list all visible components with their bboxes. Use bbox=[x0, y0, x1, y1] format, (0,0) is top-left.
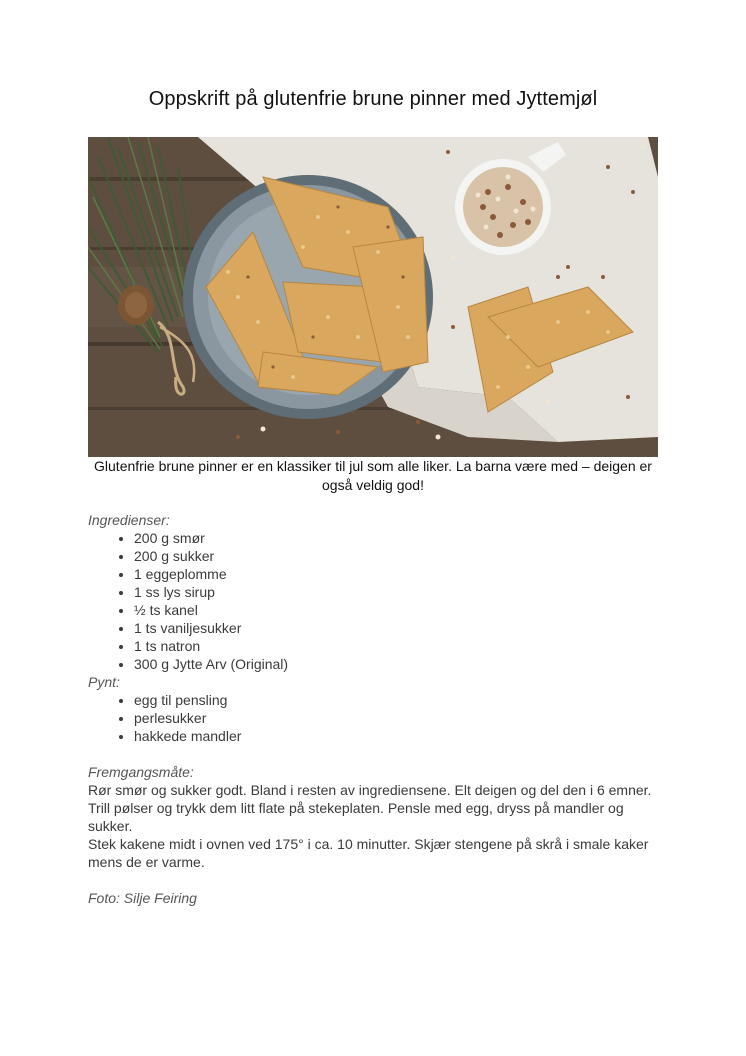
list-item: • hakkede mandler bbox=[134, 727, 658, 745]
list-item: • 200 g smør bbox=[134, 529, 658, 547]
recipe-body bbox=[88, 511, 658, 907]
spacer bbox=[88, 745, 658, 763]
list-item: • 300 g Jytte Arv (Original) bbox=[134, 655, 658, 673]
method-step: Stek kakene midt i ovnen ved 175° i ca. 10 minutter. Skjær stengene på skrå i smale kaker mens de er varme. bbox=[88, 836, 649, 870]
list-item: • ½ ts kanel bbox=[134, 601, 658, 619]
list-item: • perlesukker bbox=[134, 709, 658, 727]
list-item: • 1 ts natron bbox=[134, 637, 658, 655]
photo-caption: Glutenfrie brune pinner er en klassiker til jul som alle liker. La barna være med – deigen er også veldig god! bbox=[94, 458, 652, 493]
list-item: • 1 ts vaniljesukker bbox=[134, 619, 658, 637]
photo-credit: Foto: Silje Feiring bbox=[88, 890, 197, 906]
ingredients-list bbox=[88, 529, 658, 673]
list-item: • 1 ss lys sirup bbox=[134, 583, 658, 601]
spacer bbox=[88, 871, 658, 889]
method-step: Rør smør og sukker godt. Bland i resten av ingrediensene. Elt deigen og del den i 6 emner. bbox=[88, 782, 652, 798]
page-title: Oppskrift på glutenfrie brune pinner med Jyttemjøl bbox=[148, 88, 598, 110]
ingredients-heading: Ingredienser: bbox=[88, 512, 170, 528]
garnish-list bbox=[88, 691, 658, 745]
list-item: • 200 g sukker bbox=[134, 547, 658, 565]
method-step: Trill pølser og trykk dem litt flate på stekeplaten. Pensle med egg, dryss på mandler og sukker. bbox=[88, 800, 624, 834]
list-item: • egg til pensling bbox=[134, 691, 658, 709]
list-item: • 1 eggeplomme bbox=[134, 565, 658, 583]
recipe-photo bbox=[88, 137, 658, 457]
garnish-heading: Pynt: bbox=[88, 674, 120, 690]
method-heading: Fremgangsmåte: bbox=[88, 764, 194, 780]
